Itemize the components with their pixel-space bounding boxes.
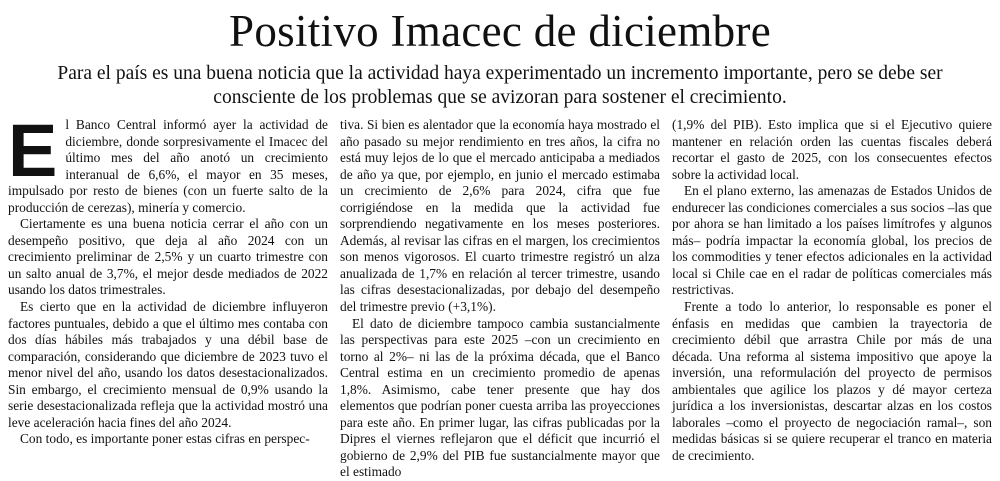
column-3 (672, 117, 992, 463)
paragraph: (1,9% del PIB). Esto implica que si el Ejecutivo quiere mantener en relación orden las cuentas fiscales deberá recortar el gasto de 2025, con los consecuentes efectos sobre la actividad local. (672, 117, 992, 182)
paragraph-text: l Banco Central informó ayer la actividad de diciembre, donde sorpresivamente el Imacec del último mes del año anotó un crecimiento interanual de 6,6%, el mayor en 35 meses, impulsado por resto de bienes (con un fuerte salto de la producción de cerezas), minería y comercio. (8, 117, 328, 215)
drop-cap: E (8, 109, 58, 192)
paragraph: Con todo, es importante poner estas cifras en perspec- (20, 431, 310, 447)
paragraph: Frente a todo lo anterior, lo responsable es poner el énfasis en medidas que cambien la trayectoria de crecimiento débil que arrastra Chile por más de una década. Una reforma al sistema impositivo que apoye la inversión, una reformulación del proyecto de permisos ambientales que agilice los plazos y dé mayor certeza jurídica a los inversionistas, descartar alzas en los costos laborales –como el proyecto de negociación ramal–, son medidas básicas si se quiere recuperar el tranco en materia de crecimiento. (672, 299, 992, 463)
paragraph: En el plano externo, las amenazas de Estados Unidos de endurecer las condiciones comerciales a sus socios –las que por ahora se han limitado a los países limítrofes y algunos más– podría impactar la economía global, los precios de los commodities y tener efectos adicionales en la actividad local si Chile cae en el radar de políticas comerciales más restrictivas. (672, 183, 992, 298)
column-1 (8, 109, 328, 447)
paragraph: Es cierto que en la actividad de diciembre influyeron factores puntuales, debido a que el último mes contaba con dos días hábiles más trabajados y una débil base de comparación, considerando que diciembre de 2023 tuvo el menor nivel del año, usando los datos desestacionalizados. Sin embargo, el crecimiento mensual de 0,9% usando la serie desestacionalizada refleja que la actividad mostró una leve aceleración hacia fines del año 2024. (8, 299, 328, 430)
paragraph: tiva. Si bien es alentador que la economía haya mostrado el año pasado su mejor rendimiento en tres años, la cifra no está muy lejos de lo que el mercado anticipaba a mediados de año ya que, por ejemplo, en junio el mercado estimaba un crecimiento de 2,6% para 2024, cifra que fue corrigiéndose en la medida que la actividad fue sorprendiendo negativamente en los meses posteriores. Además, al revisar las cifras en el margen, los crecimientos son menos vigorosos. El cuarto trimestre registró un alza anualizada de 1,7% en relación al tercer trimestre, usando las cifras desestacionalizadas, por debajo del desempeño del trimestre previo (+3,1%). (340, 117, 660, 315)
headline: Positivo Imacec de diciembre (229, 6, 771, 56)
paragraph: El dato de diciembre tampoco cambia sustancialmente las perspectivas para este 2025 –con un crecimiento en torno al 2%– ni las de la próxima década, que el Banco Central estima en un crecimiento promedio de apenas 1,8%. Asimismo, cabe tener presente que hay dos elementos que podrían poner cuesta arriba las proyecciones para este año. En primer lugar, las cifras publicadas por la Dipres el viernes reflejaron que el déficit que incurrió el gobierno de 2,9% del PIB fue sustancialmente mayor que el estimado (340, 315, 660, 480)
article-body (8, 109, 992, 480)
paragraph: Ciertamente es una buena noticia cerrar el año con un desempeño positivo, que deja al año 2024 con un crecimiento preliminar de 2,5% y un cuarto trimestre con un salto anual de 3,7%, el mejor desde mediados de 2022 usando los datos trimestrales. (8, 216, 328, 298)
column-2 (340, 117, 660, 480)
paragraph (8, 109, 328, 216)
deck-subtitle: Para el país es una buena noticia que la actividad haya experimentado un incremento importante, pero se debe ser consciente de los problemas que se avizoran para sostener el crecimiento. (57, 63, 943, 108)
